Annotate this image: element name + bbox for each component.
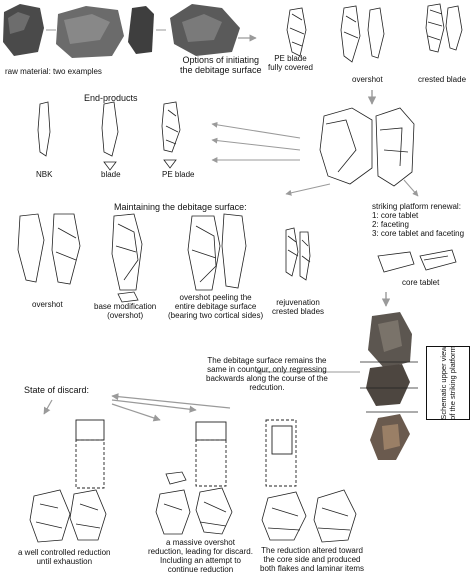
platform-schematics — [76, 420, 296, 488]
pe-blade-label: PE blade — [162, 170, 195, 179]
core-tablet-drawings — [378, 250, 456, 272]
initiating-blades-drawings — [287, 4, 462, 62]
nbk-label: NBK — [36, 170, 53, 179]
rejuvenation-label: rejuvenation crested blades — [272, 298, 325, 316]
state-of-discard-label: State of discard: — [24, 385, 90, 395]
core-drawings — [320, 108, 414, 186]
schematic-upper-view-label: Schematic upper view of the striking platform — [439, 346, 457, 420]
blade-label: blade — [101, 170, 121, 179]
discard-3-label: The reduction altered toward the core side and produced both flakes and laminar items — [260, 546, 365, 573]
schematic-upper-view-box — [426, 346, 470, 420]
discard-core-drawings — [30, 472, 356, 542]
core-photos — [360, 312, 418, 460]
striking-platform-renewal-label: striking platform renewal: 1: core tablet 2: faceting 3: core tablet and faceting — [372, 202, 465, 238]
crested-blade-label: crested blade — [418, 75, 467, 84]
maintaining-drawings — [18, 214, 310, 302]
debitage-surface-remains-label: The debitage surface remains the same in countour, only regressing backwards along the course of the redcution. — [206, 356, 328, 392]
options-initiating-label: Options of initiating the debitage surface — [180, 55, 262, 75]
discard-2-label: a massive overshot reduction, leading for discard. Including an attempt to continue reduction — [148, 538, 253, 574]
raw-material-photos — [3, 4, 240, 58]
overshot-peeling-label: overshot peeling the entire debitage surface (bearing two cortical sides) — [168, 293, 264, 320]
raw-material-label: raw material: two examples — [5, 67, 102, 76]
discard-1-label: a well controlled reduction until exhaustion — [18, 548, 111, 566]
maintaining-label: Maintaining the debitage surface: — [114, 202, 247, 212]
base-modification-label: base modification (overshot) — [94, 302, 157, 320]
core-tablet-label: core tablet — [402, 278, 440, 287]
overshot-top-label: overshot — [352, 75, 383, 84]
pe-blade-fully-covered-label: PE blade fully covered — [268, 54, 313, 72]
overshot-mid-label: overshot — [32, 300, 63, 309]
end-products-label: End-products — [84, 93, 138, 103]
end-product-drawings — [38, 102, 180, 170]
